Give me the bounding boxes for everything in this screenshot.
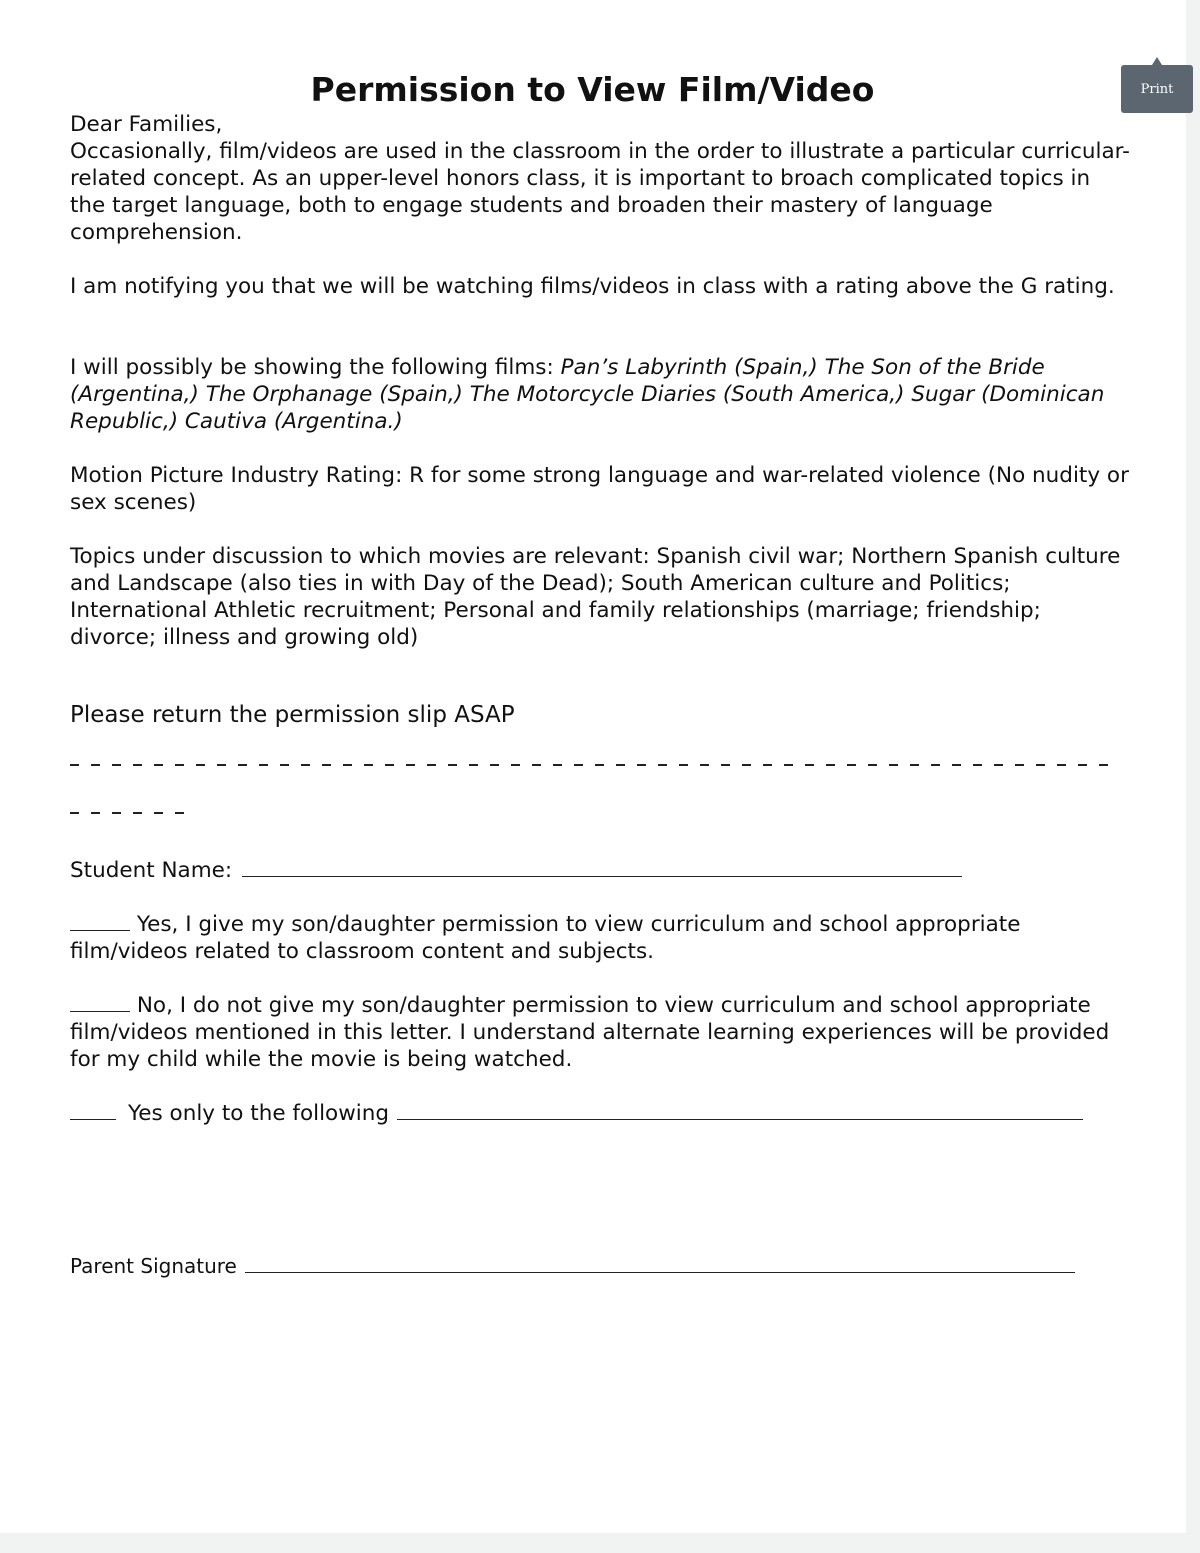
films-lead: I will possibly be showing the following films:	[70, 355, 561, 380]
scrollbar-track[interactable]	[1186, 0, 1200, 1553]
greeting: Dear Families,	[70, 112, 223, 137]
option-partial-text: Yes only to the following	[128, 1101, 390, 1126]
rating-paragraph: Motion Picture Industry Rating: R for some strong language and war-related violence (No nudity or sex scenes)	[70, 463, 1129, 515]
student-name-label: Student Name:	[70, 858, 233, 883]
option-partial-blank[interactable]	[70, 1099, 116, 1120]
signature-field[interactable]	[245, 1252, 1075, 1273]
option-yes-text: Yes, I give my son/daughter permission to view curriculum and school appropriate film/videos related to classroom content and subjects.	[70, 912, 1021, 964]
student-name-field[interactable]	[242, 856, 962, 877]
page-title: Permission to View Film/Video	[310, 70, 875, 109]
option-no-blank[interactable]	[70, 991, 130, 1012]
cut-line-continued	[70, 812, 190, 814]
notify-paragraph: I am notifying you that we will be watching films/videos in class with a rating above the G rating.	[70, 274, 1115, 299]
option-yes	[70, 910, 1130, 965]
option-no-text: No, I do not give my son/daughter permission to view curriculum and school appropriate film/videos mentioned in this letter. I understand alternate learning experiences will be provided for my child while the movie is being watched.	[70, 993, 1110, 1072]
student-name-row	[70, 856, 1130, 884]
signature-row	[70, 1252, 1130, 1280]
print-button[interactable]: Print	[1121, 65, 1193, 113]
intro-paragraph: Occasionally, film/videos are used in the classroom in the order to illustrate a particular curricular-related concept. As an upper-level honors class, it is important to broach complicated topics in the target language, both to engage students and broaden their mastery of language comprehension.	[70, 139, 1130, 245]
return-note: Please return the permission slip ASAP	[70, 702, 515, 728]
option-yes-blank[interactable]	[70, 910, 130, 931]
option-no	[70, 991, 1130, 1073]
topics-paragraph: Topics under discussion to which movies are relevant: Spanish civil war; Northern Spanish culture and Landscape (also ties in with Day of the Dead); South American culture and Politics; International Athletic recruitment; Personal and family relationships (marriage; friendship; divorce; illness and growing old)	[70, 544, 1121, 650]
option-partial-field[interactable]	[397, 1099, 1083, 1120]
films-paragraph	[70, 354, 1130, 435]
films-list: Pan’s Labyrinth (Spain,) The Son of the Bride (Argentina,) The Orphanage (Spain,) The Motorcycle Diaries (South America,) Sugar (Dominican Republic,) Cautiva (Argentina.)	[70, 355, 1105, 434]
option-partial	[70, 1099, 1130, 1127]
cut-line	[70, 764, 1115, 766]
signature-label: Parent Signature	[70, 1254, 237, 1278]
page-bottom-edge	[0, 1533, 1200, 1553]
